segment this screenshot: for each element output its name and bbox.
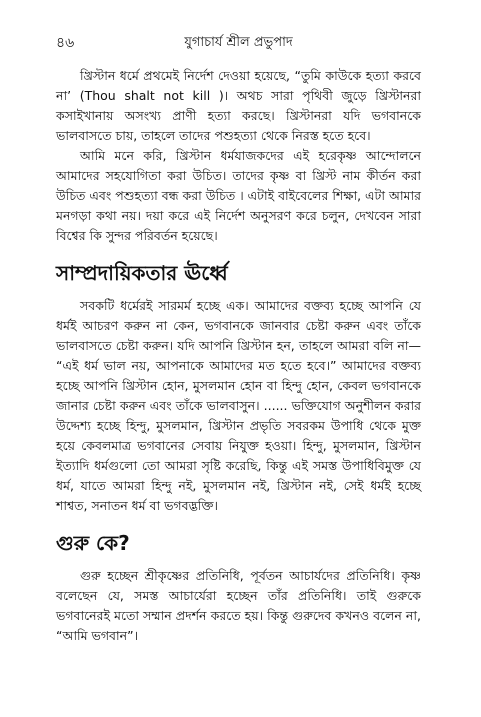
running-title: যুগাচার্য শ্রীল প্রভুপাদ [184,35,293,50]
paragraph-4: গুরু হচ্ছেন শ্রীকৃষ্ণের প্রতিনিধি, পূর্বতন আচার্যদের প্রতিনিধি। কৃষ্ণ বলেছেন যে, সমস্ত আচার্যেরা হচ্ছেন তাঁর প্রতিনিধি। তাই গুরুকে ভগবানেরই মতো সম্মান প্রদর্শন করতে হয়। কিন্তু গুরুদেব কখনও বলেন না, “আমি ভগবান”। [56,568,421,643]
paragraph-1: খ্রিস্টান ধর্মে প্রথমেই নির্দেশ দেওয়া হয়েছে, “তুমি কাউকে হত্যা করবে না’ (Thou shalt not kill )। অথচ সারা পৃথিবী জুড়ে খ্রিস্টানরা কসাইখানায় অসংখ্য প্রাণী হত্যা করছে। খ্রিস্টানরা যদি ভগবানকে ভালবাসতে চায়, তাহলে তাদের পশুহত্যা থেকে নিরস্ত হতে হবে। [56,68,421,143]
paragraph-2: আমি মনে করি, খ্রিস্টান ধর্মযাজকদের এই হরেকৃষ্ণ আন্দোলনে আমাদের সহযোগিতা করা উচিত। তাদের কৃষ্ণ বা খ্রিস্ট নাম কীর্তন করা উচিত এবং পশুহত্যা বন্ধ করা উচিত । এটাই বাইবেলের শিক্ষা, এটা আমার মনগড়া কথা নয়। দয়া করে এই নির্দেশ অনুসরণ করে চলুন, দেখবেন সারা বিশ্বের কি সুন্দর পরিবর্তন হয়েছে। [56,148,421,243]
page-body [56,66,421,646]
section-heading-beyond-sectarianism: সাম্প্রদায়িকতার ঊর্ধ্বে [56,261,228,285]
page-header [56,34,421,52]
page-number: ৪৬ [56,35,75,51]
paragraph-3: সবকটি ধর্মেরই সারমর্ম হচ্ছে এক। আমাদের বক্তব্য হচ্ছে আপনি যে ধর্মই আচরণ করুন না কেন, ভগবানকে জানবার চেষ্টা করুন এবং তাঁকে ভালবাসতে চেষ্টা করুন। যদি আপনি খ্রিস্টান হন, তাহলে আমরা বলি না— “এই ধর্ম ভাল নয়, আপনাকে আমাদের মত হতে হবে।” আমাদের বক্তব্য হচ্ছে আপনি খ্রিস্টান হোন, মুসলমান হোন বা হিন্দু হোন, কেবল ভগবানকে জানার চেষ্টা করুন এবং তাঁকে ভালবাসুন। ...... ভক্তিযোগ অনুশীলন করার উদ্দেশ্য হচ্ছে হিন্দু, মুসলমান, খ্রিস্টান প্রভৃতি সবরকম উপাধি থেকে মুক্ত হয়ে কেবলমাত্র ভগবানের সেবায় নিযুক্ত হওয়া। হিন্দু, মুসলমান, খ্রিস্টান ইত্যাদি ধর্মগুলো তো আমরা সৃষ্টি করেছি, কিন্তু এই সমস্ত উপাধিবিমুক্ত যে ধর্ম, যাতে আমরা হিন্দু নই, মুসলমান নই, খ্রিস্টান নই, সেই ধর্মই হচ্ছে শাশ্বত, সনাতন ধর্ম বা ভগবদ্ভক্তি। [56,298,421,513]
section-heading-who-is-guru: গুরু কে? [56,531,130,555]
